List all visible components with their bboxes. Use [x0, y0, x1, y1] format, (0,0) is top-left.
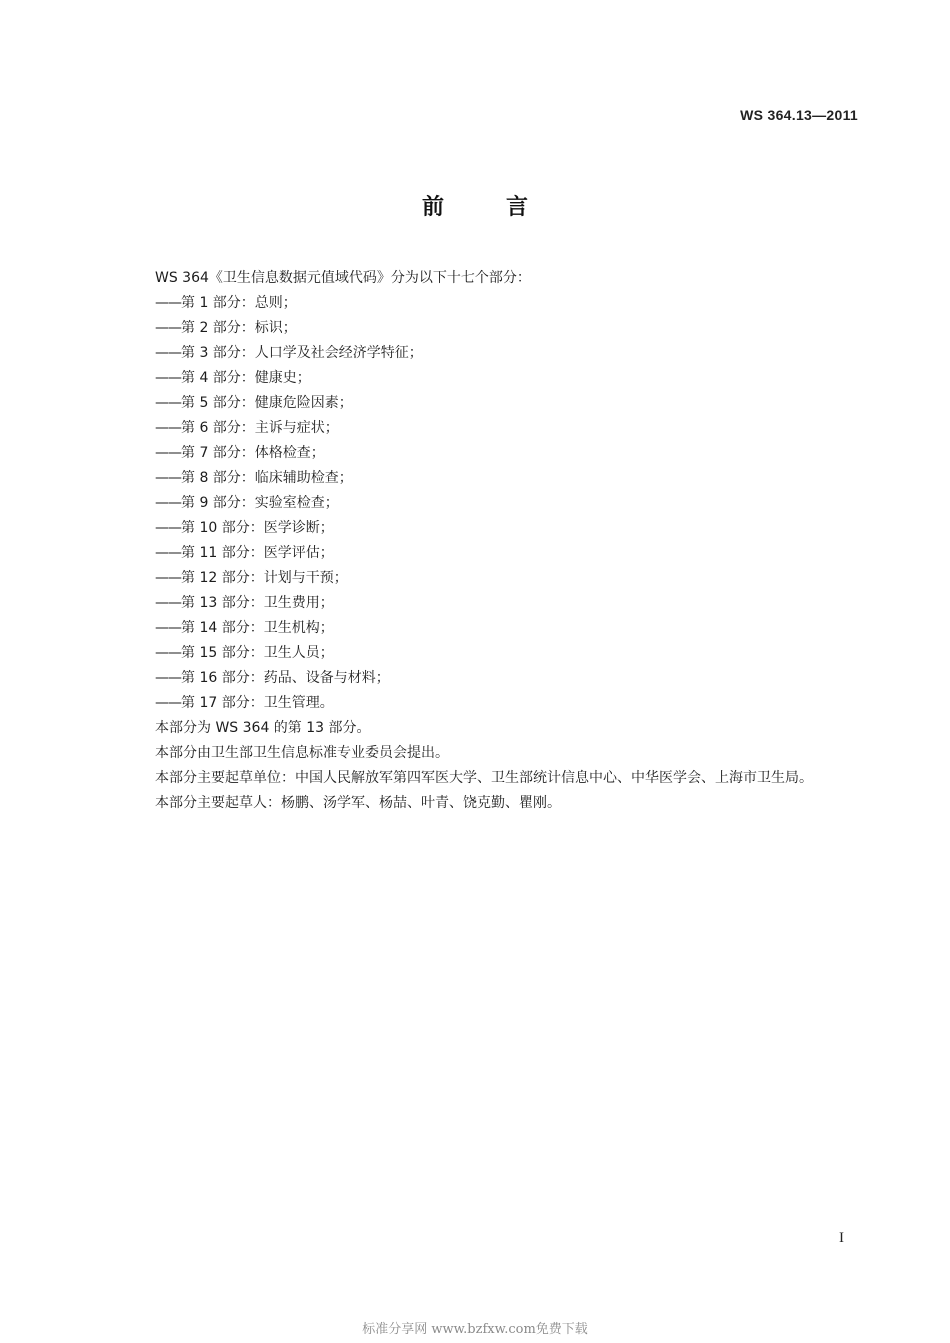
- part-label: 第 3 部分：人口学及社会经济学特征；: [181, 345, 423, 361]
- part-label: 第 10 部分：医学诊断；: [181, 520, 334, 536]
- list-dash: ——: [155, 670, 181, 686]
- page-number: I: [839, 1230, 844, 1246]
- part-label: 第 9 部分：实验室检查；: [181, 495, 339, 511]
- part-label: 第 13 部分：卫生费用；: [181, 595, 334, 611]
- part-label: 第 17 部分：卫生管理。: [181, 695, 334, 711]
- drafters-paragraph: 本部分主要起草人：杨鹏、汤学军、杨喆、叶青、饶克勤、瞿刚。: [155, 795, 561, 811]
- part-list-item: [125, 341, 863, 366]
- part-label: 第 4 部分：健康史；: [181, 370, 311, 386]
- list-dash: ——: [155, 470, 181, 486]
- part-list-item: [125, 641, 863, 666]
- part-label: 第 2 部分：标识；: [181, 320, 297, 336]
- part-label: 第 16 部分：药品、设备与材料；: [181, 670, 390, 686]
- list-dash: ——: [155, 295, 181, 311]
- list-dash: ——: [155, 645, 181, 661]
- list-dash: ——: [155, 545, 181, 561]
- title-char-1: 前: [421, 195, 444, 220]
- part-list-item: [125, 541, 863, 566]
- list-dash: ——: [155, 495, 181, 511]
- part-list-item: [125, 291, 863, 316]
- page-title: [0, 190, 950, 221]
- footer-watermark: 标准分享网 www.bzfxw.com免费下载: [362, 1322, 588, 1337]
- list-dash: ——: [155, 445, 181, 461]
- list-dash: ——: [155, 345, 181, 361]
- part-list-item: [125, 616, 863, 641]
- part-list-item: [125, 516, 863, 541]
- title-char-2: 言: [506, 195, 529, 220]
- part-list-item: [125, 316, 863, 341]
- part-list-item: [125, 666, 863, 691]
- part-label: 第 1 部分：总则；: [181, 295, 297, 311]
- part-list-item: [125, 591, 863, 616]
- part-statement-paragraph: 本部分为 WS 364 的第 13 部分。: [155, 720, 371, 736]
- list-dash: ——: [155, 370, 181, 386]
- part-list-item: [125, 566, 863, 591]
- list-dash: ——: [155, 320, 181, 336]
- part-list-item: [125, 466, 863, 491]
- list-dash: ——: [155, 520, 181, 536]
- drafting-units-paragraph: 本部分主要起草单位：中国人民解放军第四军医大学、卫生部统计信息中心、中华医学会、上海市卫生局。: [155, 770, 813, 786]
- part-label: 第 11 部分：医学评估；: [181, 545, 334, 561]
- part-list-item: [125, 441, 863, 466]
- document-code: WS 364.13—2011: [740, 107, 858, 123]
- part-label: 第 12 部分：计划与干预；: [181, 570, 348, 586]
- intro-paragraph: WS 364《卫生信息数据元值域代码》分为以下十七个部分：: [155, 270, 531, 286]
- part-list-item: [125, 391, 863, 416]
- part-list-item: [125, 366, 863, 391]
- part-label: 第 8 部分：临床辅助检查；: [181, 470, 353, 486]
- part-label: 第 15 部分：卫生人员；: [181, 645, 334, 661]
- part-label: 第 5 部分：健康危险因素；: [181, 395, 353, 411]
- part-label: 第 7 部分：体格检查；: [181, 445, 325, 461]
- list-dash: ——: [155, 595, 181, 611]
- part-list-item: [125, 416, 863, 441]
- list-dash: ——: [155, 620, 181, 636]
- list-dash: ——: [155, 570, 181, 586]
- list-dash: ——: [155, 695, 181, 711]
- list-dash: ——: [155, 420, 181, 436]
- proposer-paragraph: 本部分由卫生部卫生信息标准专业委员会提出。: [155, 745, 449, 761]
- part-label: 第 14 部分：卫生机构；: [181, 620, 334, 636]
- list-dash: ——: [155, 395, 181, 411]
- part-list-item: [125, 491, 863, 516]
- part-list-item: [125, 691, 863, 716]
- part-label: 第 6 部分：主诉与症状；: [181, 420, 339, 436]
- foreword-body: [125, 266, 863, 816]
